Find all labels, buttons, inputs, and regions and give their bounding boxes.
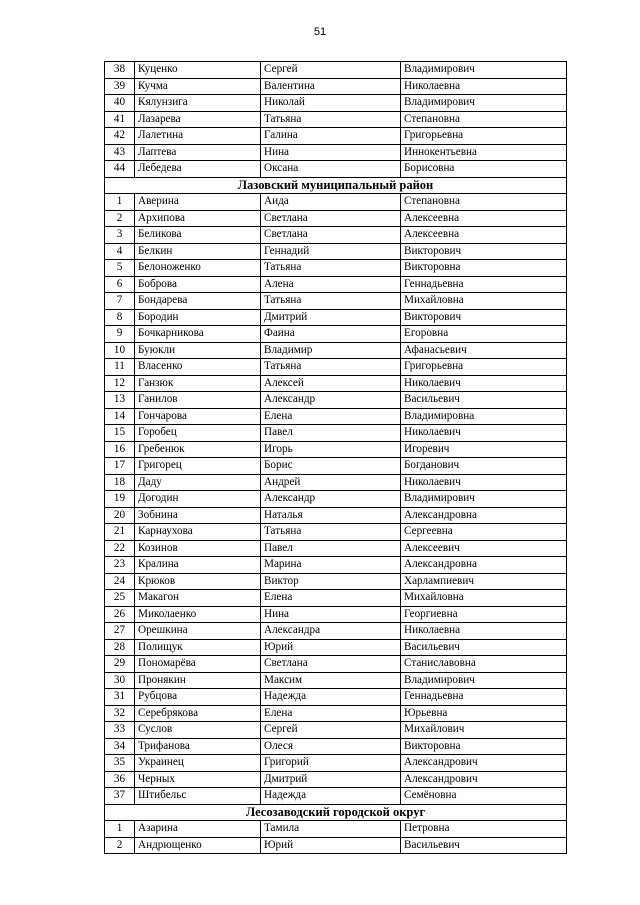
row-number-cell: 29 — [105, 656, 135, 673]
surname-cell: Гребенюк — [135, 441, 261, 458]
surname-cell: Серебрякова — [135, 705, 261, 722]
row-number-cell: 38 — [105, 62, 135, 79]
first-name-cell: Дмитрий — [261, 771, 401, 788]
table-row — [105, 62, 567, 79]
table-row — [105, 755, 567, 772]
patronymic-cell: Сергеевна — [401, 524, 567, 541]
patronymic-cell: Михайлович — [401, 722, 567, 739]
section-heading-row — [105, 177, 567, 194]
row-number-cell: 14 — [105, 408, 135, 425]
table-row — [105, 260, 567, 277]
surname-cell: Трифанова — [135, 738, 261, 755]
surname-cell: Андрющенко — [135, 837, 261, 854]
surname-cell: Козинов — [135, 540, 261, 557]
row-number-cell: 11 — [105, 359, 135, 376]
patronymic-cell: Алексеевна — [401, 227, 567, 244]
table-row — [105, 441, 567, 458]
first-name-cell: Галина — [261, 128, 401, 145]
row-number-cell: 25 — [105, 590, 135, 607]
row-number-cell: 20 — [105, 507, 135, 524]
row-number-cell: 3 — [105, 227, 135, 244]
surname-cell: Лалетина — [135, 128, 261, 145]
patronymic-cell: Викторович — [401, 243, 567, 260]
row-number-cell: 1 — [105, 194, 135, 211]
patronymic-cell: Григорьевна — [401, 128, 567, 145]
patronymic-cell: Васильевич — [401, 837, 567, 854]
table-row — [105, 771, 567, 788]
patronymic-cell: Михайловна — [401, 293, 567, 310]
patronymic-cell: Владимирович — [401, 491, 567, 508]
first-name-cell: Елена — [261, 408, 401, 425]
patronymic-cell: Григорьевна — [401, 359, 567, 376]
patronymic-cell: Владимирович — [401, 95, 567, 112]
row-number-cell: 33 — [105, 722, 135, 739]
patronymic-cell: Егоровна — [401, 326, 567, 343]
table-row — [105, 161, 567, 178]
first-name-cell: Оксана — [261, 161, 401, 178]
first-name-cell: Елена — [261, 705, 401, 722]
first-name-cell: Светлана — [261, 227, 401, 244]
table-row — [105, 293, 567, 310]
surname-cell: Кялунзига — [135, 95, 261, 112]
first-name-cell: Татьяна — [261, 524, 401, 541]
first-name-cell: Нина — [261, 606, 401, 623]
table-row — [105, 227, 567, 244]
row-number-cell: 8 — [105, 309, 135, 326]
surname-cell: Беликова — [135, 227, 261, 244]
first-name-cell: Татьяна — [261, 359, 401, 376]
patronymic-cell: Николаевич — [401, 474, 567, 491]
first-name-cell: Татьяна — [261, 111, 401, 128]
page-number: 51 — [313, 26, 327, 38]
table-row — [105, 425, 567, 442]
patronymic-cell: Александрович — [401, 755, 567, 772]
first-name-cell: Елена — [261, 590, 401, 607]
table-row — [105, 590, 567, 607]
surname-cell: Миколаенко — [135, 606, 261, 623]
patronymic-cell: Геннадьевна — [401, 689, 567, 706]
first-name-cell: Марина — [261, 557, 401, 574]
first-name-cell: Николай — [261, 95, 401, 112]
first-name-cell: Олеся — [261, 738, 401, 755]
patronymic-cell: Петровна — [401, 821, 567, 838]
table-row — [105, 458, 567, 475]
surname-cell: Архипова — [135, 210, 261, 227]
surname-cell: Карнаухова — [135, 524, 261, 541]
patronymic-cell: Александрович — [401, 771, 567, 788]
surname-cell: Догодин — [135, 491, 261, 508]
table-row — [105, 111, 567, 128]
row-number-cell: 7 — [105, 293, 135, 310]
table-row — [105, 573, 567, 590]
first-name-cell: Владимир — [261, 342, 401, 359]
patronymic-cell: Викторович — [401, 309, 567, 326]
row-number-cell: 36 — [105, 771, 135, 788]
row-number-cell: 23 — [105, 557, 135, 574]
surname-cell: Буюкли — [135, 342, 261, 359]
table-row — [105, 276, 567, 293]
table-row — [105, 194, 567, 211]
row-number-cell: 37 — [105, 788, 135, 805]
row-number-cell: 41 — [105, 111, 135, 128]
table-row — [105, 606, 567, 623]
table-row — [105, 524, 567, 541]
patronymic-cell: Александровна — [401, 507, 567, 524]
table-row — [105, 656, 567, 673]
table-row — [105, 128, 567, 145]
table-row — [105, 639, 567, 656]
surname-cell: Пономарёва — [135, 656, 261, 673]
row-number-cell: 31 — [105, 689, 135, 706]
section-heading-row — [105, 804, 567, 821]
row-number-cell: 4 — [105, 243, 135, 260]
row-number-cell: 1 — [105, 821, 135, 838]
table-row — [105, 309, 567, 326]
table-row — [105, 392, 567, 409]
surname-cell: Власенко — [135, 359, 261, 376]
surname-cell: Григорец — [135, 458, 261, 475]
surname-cell: Ганзюк — [135, 375, 261, 392]
surname-cell: Лебедева — [135, 161, 261, 178]
table-row — [105, 540, 567, 557]
first-name-cell: Александра — [261, 623, 401, 640]
patronymic-cell: Борисовна — [401, 161, 567, 178]
first-name-cell: Дмитрий — [261, 309, 401, 326]
table-row — [105, 95, 567, 112]
table-row — [105, 557, 567, 574]
surname-cell: Азарина — [135, 821, 261, 838]
first-name-cell: Александр — [261, 491, 401, 508]
surname-cell: Кралина — [135, 557, 261, 574]
row-number-cell: 12 — [105, 375, 135, 392]
row-number-cell: 40 — [105, 95, 135, 112]
table-row — [105, 474, 567, 491]
patronymic-cell: Юрьевна — [401, 705, 567, 722]
table-row — [105, 672, 567, 689]
patronymic-cell: Геннадьевна — [401, 276, 567, 293]
row-number-cell: 19 — [105, 491, 135, 508]
surname-cell: Черных — [135, 771, 261, 788]
surname-cell: Орешкина — [135, 623, 261, 640]
surname-cell: Украинец — [135, 755, 261, 772]
row-number-cell: 39 — [105, 78, 135, 95]
table-row — [105, 359, 567, 376]
patronymic-cell: Иннокентьевна — [401, 144, 567, 161]
first-name-cell: Алена — [261, 276, 401, 293]
first-name-cell: Нина — [261, 144, 401, 161]
first-name-cell: Тамила — [261, 821, 401, 838]
patronymic-cell: Николаевич — [401, 375, 567, 392]
surname-cell: Бондарева — [135, 293, 261, 310]
row-number-cell: 6 — [105, 276, 135, 293]
first-name-cell: Алексей — [261, 375, 401, 392]
surname-cell: Рубцова — [135, 689, 261, 706]
patronymic-cell: Николаевна — [401, 623, 567, 640]
first-name-cell: Борис — [261, 458, 401, 475]
surname-cell: Зобнина — [135, 507, 261, 524]
row-number-cell: 32 — [105, 705, 135, 722]
table-row — [105, 837, 567, 854]
first-name-cell: Наталья — [261, 507, 401, 524]
first-name-cell: Павел — [261, 425, 401, 442]
first-name-cell: Геннадий — [261, 243, 401, 260]
table-row — [105, 507, 567, 524]
table-row — [105, 821, 567, 838]
patronymic-cell: Владимировна — [401, 408, 567, 425]
row-number-cell: 26 — [105, 606, 135, 623]
row-number-cell: 13 — [105, 392, 135, 409]
row-number-cell: 5 — [105, 260, 135, 277]
patronymic-cell: Игоревич — [401, 441, 567, 458]
surname-cell: Кучма — [135, 78, 261, 95]
patronymic-cell: Харлампиевич — [401, 573, 567, 590]
section-heading: Лесозаводский городской округ — [105, 804, 567, 821]
surname-cell: Даду — [135, 474, 261, 491]
patronymic-cell: Алексеевна — [401, 210, 567, 227]
first-name-cell: Надежда — [261, 788, 401, 805]
surname-cell: Крюков — [135, 573, 261, 590]
table-row — [105, 243, 567, 260]
surname-cell: Белоноженко — [135, 260, 261, 277]
first-name-cell: Аида — [261, 194, 401, 211]
table-row — [105, 210, 567, 227]
surname-cell: Аверина — [135, 194, 261, 211]
first-name-cell: Павел — [261, 540, 401, 557]
patronymic-cell: Афанасьевич — [401, 342, 567, 359]
surname-cell: Полищук — [135, 639, 261, 656]
patronymic-cell: Станиславовна — [401, 656, 567, 673]
section-heading: Лазовский муниципальный район — [105, 177, 567, 194]
table-row — [105, 788, 567, 805]
row-number-cell: 27 — [105, 623, 135, 640]
row-number-cell: 17 — [105, 458, 135, 475]
surname-cell: Бородин — [135, 309, 261, 326]
row-number-cell: 35 — [105, 755, 135, 772]
surname-cell: Горобец — [135, 425, 261, 442]
table-row — [105, 738, 567, 755]
surname-cell: Штибельс — [135, 788, 261, 805]
table-row — [105, 342, 567, 359]
first-name-cell: Юрий — [261, 837, 401, 854]
first-name-cell: Сергей — [261, 62, 401, 79]
row-number-cell: 30 — [105, 672, 135, 689]
row-number-cell: 22 — [105, 540, 135, 557]
table-row — [105, 722, 567, 739]
patronymic-cell: Алексеевич — [401, 540, 567, 557]
patronymic-cell: Николаевна — [401, 78, 567, 95]
row-number-cell: 18 — [105, 474, 135, 491]
surname-cell: Боброва — [135, 276, 261, 293]
patronymic-cell: Владимирович — [401, 62, 567, 79]
row-number-cell: 2 — [105, 210, 135, 227]
first-name-cell: Виктор — [261, 573, 401, 590]
table-row — [105, 491, 567, 508]
surname-cell: Гончарова — [135, 408, 261, 425]
roster-body — [105, 62, 567, 854]
surname-cell: Лаптева — [135, 144, 261, 161]
row-number-cell: 44 — [105, 161, 135, 178]
row-number-cell: 24 — [105, 573, 135, 590]
patronymic-cell: Георгиевна — [401, 606, 567, 623]
surname-cell: Макагон — [135, 590, 261, 607]
surname-cell: Бочкарникова — [135, 326, 261, 343]
table-row — [105, 326, 567, 343]
first-name-cell: Максим — [261, 672, 401, 689]
first-name-cell: Юрий — [261, 639, 401, 656]
surname-cell: Лазарева — [135, 111, 261, 128]
first-name-cell: Светлана — [261, 656, 401, 673]
first-name-cell: Татьяна — [261, 293, 401, 310]
table-row — [105, 689, 567, 706]
patronymic-cell: Викторовна — [401, 260, 567, 277]
surname-cell: Белкин — [135, 243, 261, 260]
surname-cell: Ганилов — [135, 392, 261, 409]
table-row — [105, 144, 567, 161]
first-name-cell: Григорий — [261, 755, 401, 772]
row-number-cell: 43 — [105, 144, 135, 161]
first-name-cell: Сергей — [261, 722, 401, 739]
row-number-cell: 16 — [105, 441, 135, 458]
surname-cell: Куценко — [135, 62, 261, 79]
first-name-cell: Фаина — [261, 326, 401, 343]
surname-cell: Суслов — [135, 722, 261, 739]
table-row — [105, 705, 567, 722]
patronymic-cell: Николаевич — [401, 425, 567, 442]
patronymic-cell: Васильевич — [401, 639, 567, 656]
patronymic-cell: Владимирович — [401, 672, 567, 689]
surname-cell: Пронякин — [135, 672, 261, 689]
patronymic-cell: Богданович — [401, 458, 567, 475]
row-number-cell: 34 — [105, 738, 135, 755]
patronymic-cell: Васильевич — [401, 392, 567, 409]
table-row — [105, 375, 567, 392]
roster-table — [104, 61, 567, 854]
first-name-cell: Валентина — [261, 78, 401, 95]
row-number-cell: 21 — [105, 524, 135, 541]
row-number-cell: 10 — [105, 342, 135, 359]
row-number-cell: 15 — [105, 425, 135, 442]
first-name-cell: Светлана — [261, 210, 401, 227]
first-name-cell: Татьяна — [261, 260, 401, 277]
patronymic-cell: Степановна — [401, 194, 567, 211]
patronymic-cell: Викторовна — [401, 738, 567, 755]
patronymic-cell: Семёновна — [401, 788, 567, 805]
row-number-cell: 42 — [105, 128, 135, 145]
row-number-cell: 2 — [105, 837, 135, 854]
first-name-cell: Александр — [261, 392, 401, 409]
table-row — [105, 623, 567, 640]
patronymic-cell: Степановна — [401, 111, 567, 128]
row-number-cell: 9 — [105, 326, 135, 343]
row-number-cell: 28 — [105, 639, 135, 656]
table-row — [105, 78, 567, 95]
patronymic-cell: Михайловна — [401, 590, 567, 607]
table-row — [105, 408, 567, 425]
first-name-cell: Андрей — [261, 474, 401, 491]
first-name-cell: Надежда — [261, 689, 401, 706]
first-name-cell: Игорь — [261, 441, 401, 458]
patronymic-cell: Александровна — [401, 557, 567, 574]
